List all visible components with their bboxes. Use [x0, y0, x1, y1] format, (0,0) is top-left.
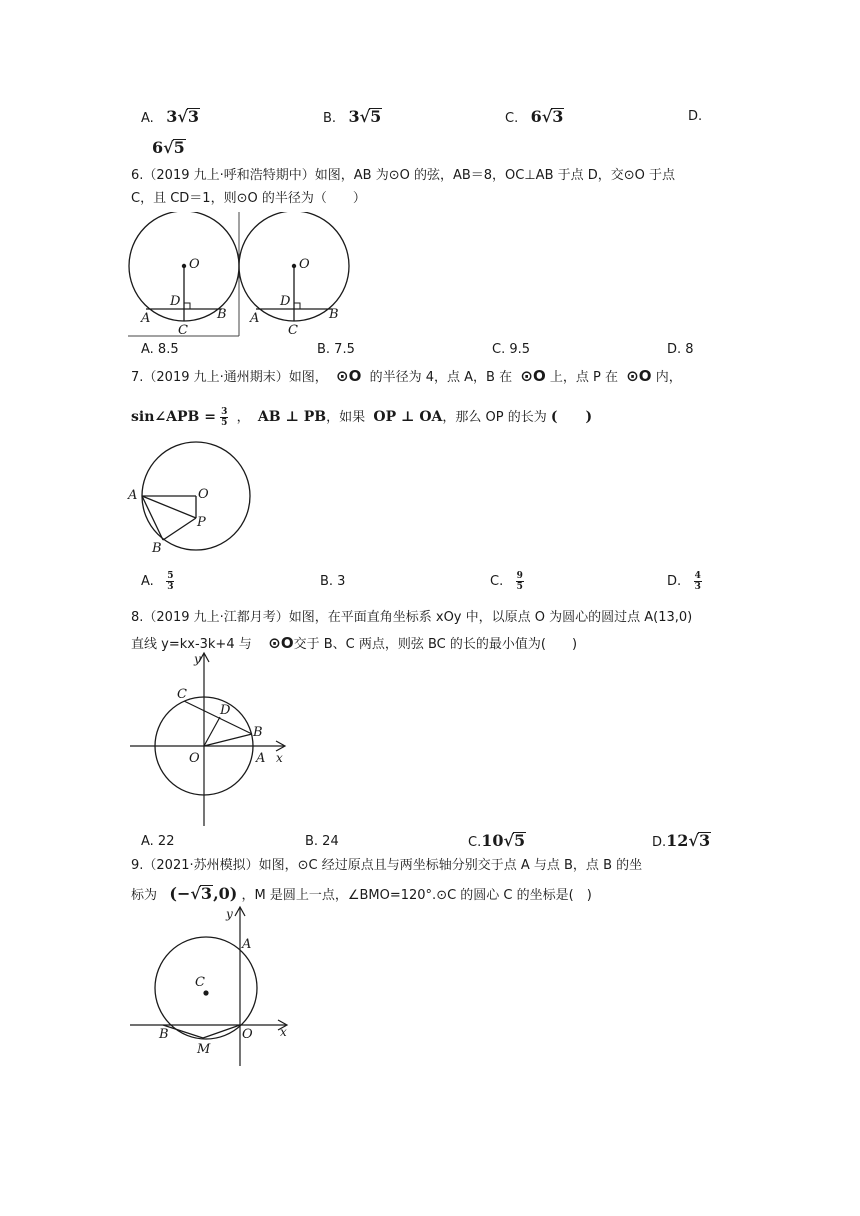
q6-right-angle-right [294, 303, 300, 309]
q9-label-m: M [197, 1042, 211, 1057]
q6-right-angle-left [184, 303, 190, 309]
q8-od [204, 717, 220, 746]
q6-option-b: B. 7.5 [317, 342, 355, 357]
q8-label-b: B [253, 725, 263, 740]
q9-center-c [203, 990, 208, 995]
q7-label-b: B [152, 541, 162, 556]
q8-option-d: D.12√3 [652, 831, 711, 850]
q7-option-c: C. $\frac{9}{5}$ [490, 571, 523, 592]
q6-option-a: A. 8.5 [141, 342, 179, 357]
q9-label-y: y [226, 907, 233, 921]
q9-label-o: O [242, 1027, 253, 1042]
q7-label-a: A [128, 488, 138, 503]
q6-label-a-right: A [250, 311, 260, 326]
q9-figure [128, 904, 294, 1070]
q6-option-d: D. 8 [667, 342, 694, 357]
q7-option-a: A. $\frac{5}{3}$ [141, 571, 174, 592]
q8-label-y: y [194, 652, 201, 666]
q5-option-c: C. 6√3 [505, 107, 564, 126]
q8-option-c: C.10√5 [468, 831, 526, 850]
q9-circle [155, 937, 257, 1039]
q6-label-a-left: A [141, 311, 151, 326]
q7-circle-symbol-2: ⊙O [520, 367, 546, 385]
q6-label-c-left: C [178, 323, 188, 338]
q6-label-o-right: O [299, 257, 310, 272]
q5-option-b: B. 3√5 [323, 107, 382, 126]
q7-sin-fraction: $\frac{3}{5}$ [221, 407, 228, 428]
q9-label-x: x [280, 1025, 287, 1039]
q9-label-a: A [242, 937, 252, 952]
q7-figure [126, 438, 256, 558]
q7-circle-symbol-3: ⊙O [626, 367, 652, 385]
q7-label-o: O [198, 487, 209, 502]
q8-label-o: O [189, 751, 200, 766]
q5-option-d-value: 6√5 [152, 138, 185, 157]
q9-bm [163, 1025, 203, 1038]
q6-stem-line1: 6.（2019 九上·呼和浩特期中）如图，AB 为⊙O 的弦，AB＝8，OC⊥AB 于点 D，交⊙O 于点 [131, 168, 676, 183]
q7-stem-line2: sin∠APB = $\frac{3}{5}$ ， AB ⊥ PB，如果 OP ⊥ OA，那么 OP 的长为 ( ) [131, 407, 593, 428]
q6-stem-line2: C，且 CD＝1，则⊙O 的半径为（ ） [131, 191, 366, 206]
q6-label-b-right: B [329, 307, 339, 322]
q9-stem-line1: 9.（2021·苏州模拟）如图，⊙C 经过原点且与两坐标轴分别交于点 A 与点 B，点 B 的坐 [131, 858, 643, 873]
q9-stem-line2: 标为 (−√3,0) ，M 是圆上一点，∠BMO=120°.⊙C 的圆心 C 的坐标是( ) [131, 884, 592, 903]
q8-label-a: A [256, 751, 266, 766]
q8-label-d: D [220, 703, 231, 718]
q8-circle-symbol: ⊙O [268, 634, 294, 652]
q6-option-c: C. 9.5 [492, 342, 531, 357]
q8-option-a: A. 22 [141, 834, 175, 849]
q8-chord-cb [184, 701, 252, 734]
q7-option-d: D. $\frac{4}{3}$ [667, 571, 701, 592]
q7-label-p: P [197, 515, 206, 530]
q9-coordinate: (−√3,0) [169, 884, 238, 903]
q7-bp [163, 518, 196, 540]
q6-label-d-left: D [170, 294, 181, 309]
q8-stem-line1: 8.（2019 九上·江都月考）如图，在平面直角坐标系 xOy 中，以原点 O 为圆心的圆过点 A(13,0) [131, 610, 693, 625]
q8-stem-line2: 直线 y=kx-3k+4 与 ⊙O交于 B、C 两点，则弦 BC 的长的最小值为( ) [131, 634, 578, 652]
q7-stem-line1: 7.（2019 九上·通州期末）如图， ⊙O 的半径为 4，点 A，B 在 ⊙O 上，点 P 在 ⊙O 内， [131, 367, 682, 385]
q5-option-a: A. 3√3 [141, 107, 199, 126]
q8-label-x: x [276, 751, 283, 765]
q8-ob [204, 734, 252, 746]
q6-label-b-left: B [217, 307, 227, 322]
q9-label-c: C [195, 975, 205, 990]
q8-label-c: C [177, 687, 187, 702]
q6-label-d-right: D [280, 294, 291, 309]
q8-option-b: B. 24 [305, 834, 339, 849]
q9-label-b: B [159, 1027, 169, 1042]
q6-figure [128, 212, 352, 342]
q6-label-o-left: O [189, 257, 200, 272]
q7-option-b: B. 3 [320, 574, 346, 589]
q7-ap [142, 496, 196, 518]
q5-option-d-label: D. [688, 109, 703, 124]
q8-figure [128, 650, 292, 830]
q7-circle-symbol-1: ⊙O [336, 367, 362, 385]
q6-label-c-right: C [288, 323, 298, 338]
